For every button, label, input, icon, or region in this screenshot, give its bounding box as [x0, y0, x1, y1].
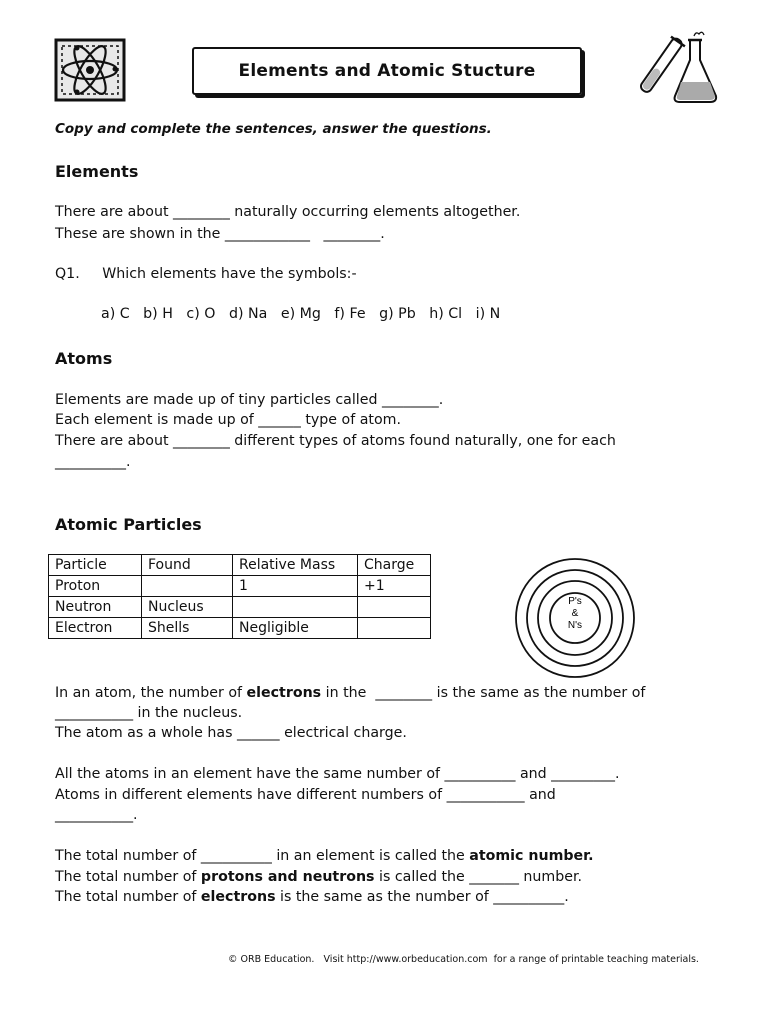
bold-term: electrons — [246, 685, 322, 701]
text-run: in the ________ is the same as the number of — [321, 685, 646, 701]
question-1: Q1. Which elements have the symbols:- — [55, 266, 357, 282]
particles-table — [48, 554, 431, 639]
table-cell: +1 — [358, 576, 431, 597]
table-header-cell: Found — [142, 555, 233, 576]
sentence-3a — [55, 848, 594, 864]
text-run: The total number of — [55, 869, 201, 885]
table-cell — [233, 597, 358, 618]
text-run: is called the _______ number. — [374, 869, 583, 885]
section-heading-atoms: Atoms — [55, 349, 113, 368]
bold-term: protons and neutrons — [200, 869, 375, 885]
sentence-1b: ___________ in the nucleus. — [55, 705, 243, 721]
table-cell: Electron — [49, 618, 142, 639]
sentence-1c: The atom as a whole has ______ electrical charge. — [55, 725, 407, 741]
footer-copyright: © ORB Education. Visit http://www.orbeducation.com for a range of printable teaching materials. — [228, 954, 699, 965]
text-run: The total number of __________ in an element is called the — [55, 848, 470, 864]
section-heading-atomic-particles: Atomic Particles — [55, 515, 202, 534]
elements-line-1: There are about ________ naturally occurring elements altogether. — [55, 204, 521, 220]
text-run: In an atom, the number of — [55, 685, 247, 701]
sentence-1a — [55, 685, 645, 701]
bold-term: atomic number. — [469, 848, 594, 864]
table-cell: Nucleus — [142, 597, 233, 618]
atom-icon — [52, 36, 128, 104]
table-cell: Proton — [49, 576, 142, 597]
sentence-2c: ___________. — [55, 807, 138, 823]
sentence-2a: All the atoms in an element have the same number of __________ and _________. — [55, 766, 620, 782]
table-cell: 1 — [233, 576, 358, 597]
bold-term: electrons — [200, 889, 276, 905]
nucleus-label-line-3: N's — [567, 620, 583, 631]
sentence-3b — [55, 869, 582, 885]
nucleus-label-line-2: & — [571, 608, 579, 619]
table-row — [49, 597, 431, 618]
table-cell: Neutron — [49, 597, 142, 618]
sentence-3c — [55, 889, 569, 905]
atoms-line-2: Each element is made up of ______ type of atom. — [55, 412, 401, 428]
table-header-cell: Relative Mass — [233, 555, 358, 576]
table-cell: Shells — [142, 618, 233, 639]
atoms-line-4: __________. — [55, 454, 131, 470]
atom-shell-diagram — [513, 556, 637, 680]
text-run: is the same as the number of __________. — [275, 889, 569, 905]
table-row — [49, 618, 431, 639]
atoms-line-3: There are about ________ different types of atoms found naturally, one for each — [55, 433, 616, 449]
table-cell — [358, 597, 431, 618]
elements-line-2: These are shown in the ____________ ________. — [55, 226, 385, 242]
table-cell — [142, 576, 233, 597]
sentence-2b: Atoms in different elements have different numbers of ___________ and — [55, 787, 556, 803]
section-heading-elements: Elements — [55, 162, 139, 181]
table-header-cell: Particle — [49, 555, 142, 576]
atoms-line-1: Elements are made up of tiny particles called ________. — [55, 392, 444, 408]
page-title: Elements and Atomic Stucture — [192, 47, 582, 95]
instruction-text: Copy and complete the sentences, answer the questions. — [55, 121, 492, 137]
nucleus-label-line-1: P's — [568, 596, 582, 607]
lab-glassware-icon — [638, 30, 720, 106]
table-row — [49, 576, 431, 597]
table-header-row — [49, 555, 431, 576]
table-header-cell: Charge — [358, 555, 431, 576]
element-symbols-list: a) C b) H c) O d) Na e) Mg f) Fe g) Pb h) Cl i) N — [101, 306, 501, 322]
table-cell: Negligible — [233, 618, 358, 639]
table-cell — [358, 618, 431, 639]
text-run: The total number of — [55, 889, 201, 905]
